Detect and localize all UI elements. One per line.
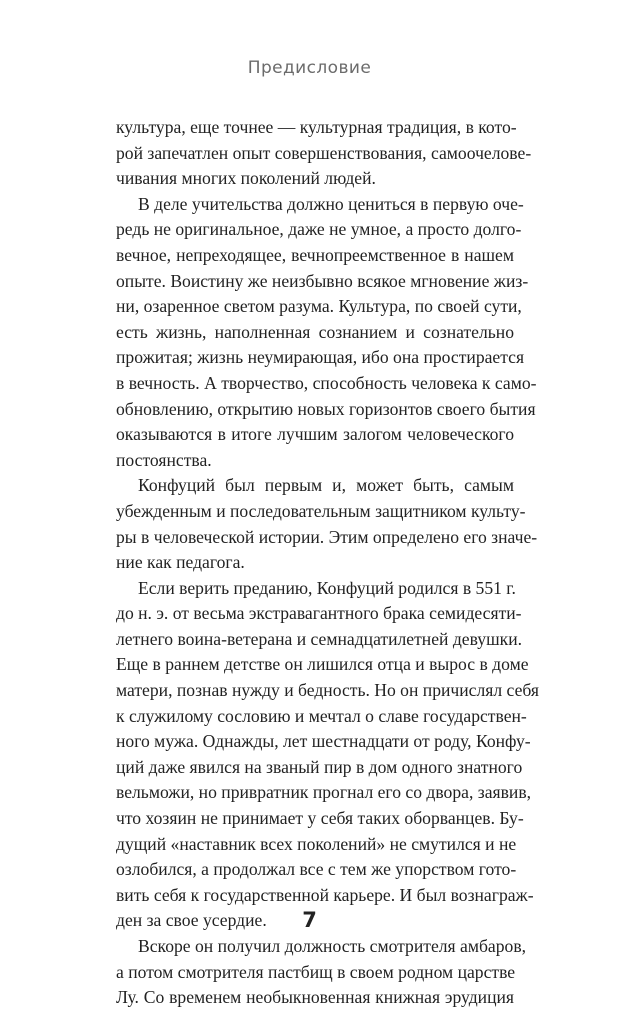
text-line: есть жизнь, наполненная сознанием и сознательно <box>116 321 514 342</box>
text-line: вить себя к государственной карьере. И был вознаграж- <box>116 884 534 905</box>
text-line: ни, озаренное светом разума. Культура, по своей сути, <box>116 296 522 317</box>
text-line: в вечность. А творчество, способность человека к само- <box>116 372 537 393</box>
page-number: 7 <box>302 908 317 932</box>
text-line: до н. э. от весьма экстравагантного брака семидесяти- <box>116 603 522 624</box>
text-line: рой запечатлен опыт совершенствования, самоочелове- <box>116 142 532 163</box>
text-line: вечное, непреходящее, вечнопреемственное в нашем <box>116 244 514 265</box>
body-text <box>116 115 539 1011</box>
text-line: прожитая; жизнь неумирающая, ибо она простирается <box>116 347 525 368</box>
text-line: ние как педагога. <box>116 552 245 573</box>
text-line: ры в человеческой истории. Этим определено его значе- <box>116 526 538 547</box>
text-line: ного мужа. Однажды, лет шестнадцати от роду, Конфу- <box>116 731 531 752</box>
paragraph <box>116 115 532 192</box>
text-line: Если верить преданию, Конфуций родился в 551 г. <box>138 577 516 598</box>
paragraph <box>116 934 527 1011</box>
paragraph <box>116 576 539 934</box>
text-line: Вскоре он получил должность смотрителя амбаров, <box>138 936 527 956</box>
text-line: матери, познав нужду и бедность. Но он причислял себя <box>116 680 539 701</box>
text-line: Лу. Со временем необыкновенная книжная эрудиция <box>116 987 514 1008</box>
text-line: ден за свое усердие. <box>116 910 267 931</box>
text-line: летнего воина-ветерана и семнадцатилетней девушки. <box>116 628 523 649</box>
text-line: Конфуций был первым и, может быть, самым <box>138 475 514 496</box>
text-line: вельможи, но привратник прогнал его со двора, заявив, <box>116 782 532 803</box>
text-line: Еще в раннем детстве он лишился отца и вырос в доме <box>116 654 529 675</box>
text-line: оказываются в итоге лучшим залогом человеческого <box>116 424 514 445</box>
text-line: культура, еще точнее — культурная традиция, в кото- <box>116 117 517 137</box>
text-line: чивания многих поколений людей. <box>116 168 376 189</box>
paragraph <box>116 473 538 575</box>
text-line: озлобился, а продолжал все с тем же упорством гото- <box>116 859 517 880</box>
text-line: обновлению, открытию новых горизонтов своего бытия <box>116 398 536 419</box>
text-line: опыте. Воистину же неизбывно всякое мгновение жиз- <box>116 270 529 291</box>
text-line: В деле учительства должно цениться в первую оче- <box>138 193 524 214</box>
running-head: Предисловие <box>247 58 372 78</box>
text-line: дущий «наставник всех поколений» не смутился и не <box>116 833 517 854</box>
text-line: постоянства. <box>116 449 212 470</box>
text-line: к служилому сословию и мечтал о славе государствен- <box>116 705 527 726</box>
paragraph <box>116 192 537 474</box>
text-line: а потом смотрителя пастбищ в своем родном царстве <box>116 961 516 982</box>
text-line: редь не оригинальное, даже не умное, а просто долго- <box>116 219 522 240</box>
text-line: ций даже явился на званый пир в дом одного знатного <box>116 756 523 777</box>
text-line: убежденным и последовательным защитником культу- <box>116 500 526 521</box>
text-line: что хозяин не принимает у себя таких оборванцев. Бу- <box>116 808 524 829</box>
